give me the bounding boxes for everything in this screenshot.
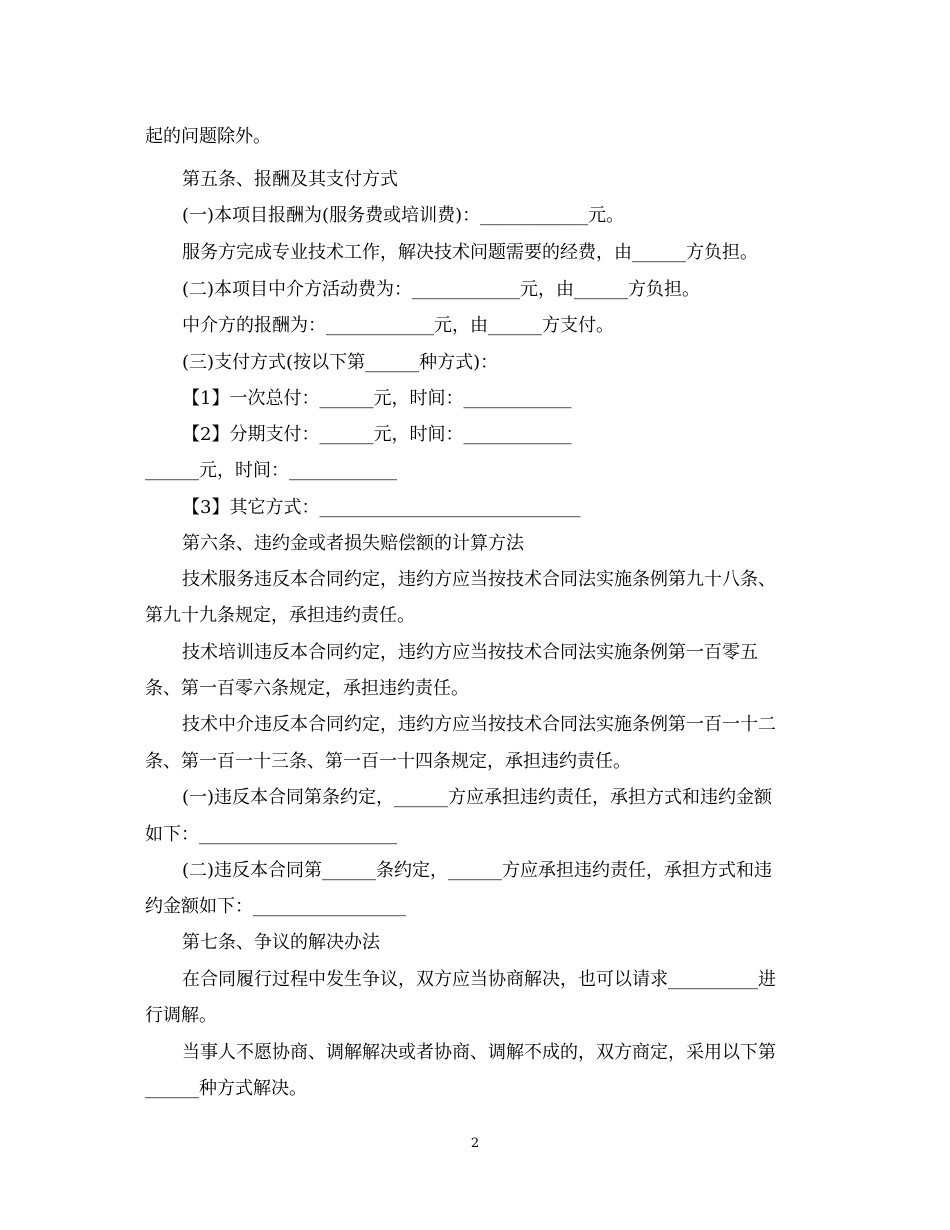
text-line: (一)本项目报酬为(服务费或培训费)：____________元。 — [182, 205, 625, 226]
text-line: 在合同履行过程中发生争议，双方应当协商解决，也可以请求__________进 — [182, 969, 776, 990]
text-line: 条、第一百一十三条、第一百一十四条规定，承担违约责任。 — [145, 751, 631, 772]
page-number: 2 — [470, 1136, 480, 1151]
text-line: (三)支付方式(按以下第______种方式)： — [182, 352, 499, 373]
text-line: 第九十九条规定，承担违约责任。 — [145, 605, 415, 626]
text-line: (二)违反本合同第______条约定，______方应承担违约责任，承担方式和违 — [182, 860, 773, 881]
text-line: 起的问题除外。 — [145, 126, 271, 147]
text-line: ______元，时间：____________ — [145, 460, 397, 481]
text-line: 技术培训违反本合同约定，违约方应当按技术合同法实施条例第一百零五 — [182, 642, 758, 663]
section-heading: 第六条、违约金或者损失赔偿额的计算方法 — [182, 533, 524, 554]
text-line: 技术中介违反本合同约定，违约方应当按技术合同法实施条例第一百一十二 — [182, 714, 776, 735]
text-line: 中介方的报酬为：____________元，由______方支付。 — [182, 315, 614, 336]
text-line: 【2】分期支付：______元，时间：____________ — [182, 424, 572, 445]
text-line: (一)违反本合同第条约定，______方应承担违约责任，承担方式和违约金额 — [182, 787, 773, 808]
text-line: (二)本项目中介方活动费为：____________元，由______方负担。 — [182, 279, 701, 300]
section-heading: 第七条、争议的解决办法 — [182, 932, 380, 953]
text-line: ______种方式解决。 — [145, 1078, 307, 1099]
text-line: 技术服务违反本合同约定，违约方应当按技术合同法实施条例第九十八条、 — [182, 569, 776, 590]
text-line: 【3】其它方式：_____________________________ — [182, 497, 581, 518]
text-line: 当事人不愿协商、调解解决或者协商、调解不成的，双方商定，采用以下第 — [182, 1042, 776, 1063]
text-line: 如下：______________________ — [145, 824, 397, 845]
text-line: 条、第一百零六条规定，承担违约责任。 — [145, 678, 469, 699]
text-line: 服务方完成专业技术工作，解决技术问题需要的经费，由______方负担。 — [182, 242, 758, 263]
section-heading: 第五条、报酬及其支付方式 — [182, 169, 398, 190]
text-line: 行调解。 — [145, 1005, 217, 1026]
text-line: 【1】一次总付：______元，时间：____________ — [182, 388, 572, 409]
text-line: 约金额如下：_________________ — [145, 896, 406, 917]
